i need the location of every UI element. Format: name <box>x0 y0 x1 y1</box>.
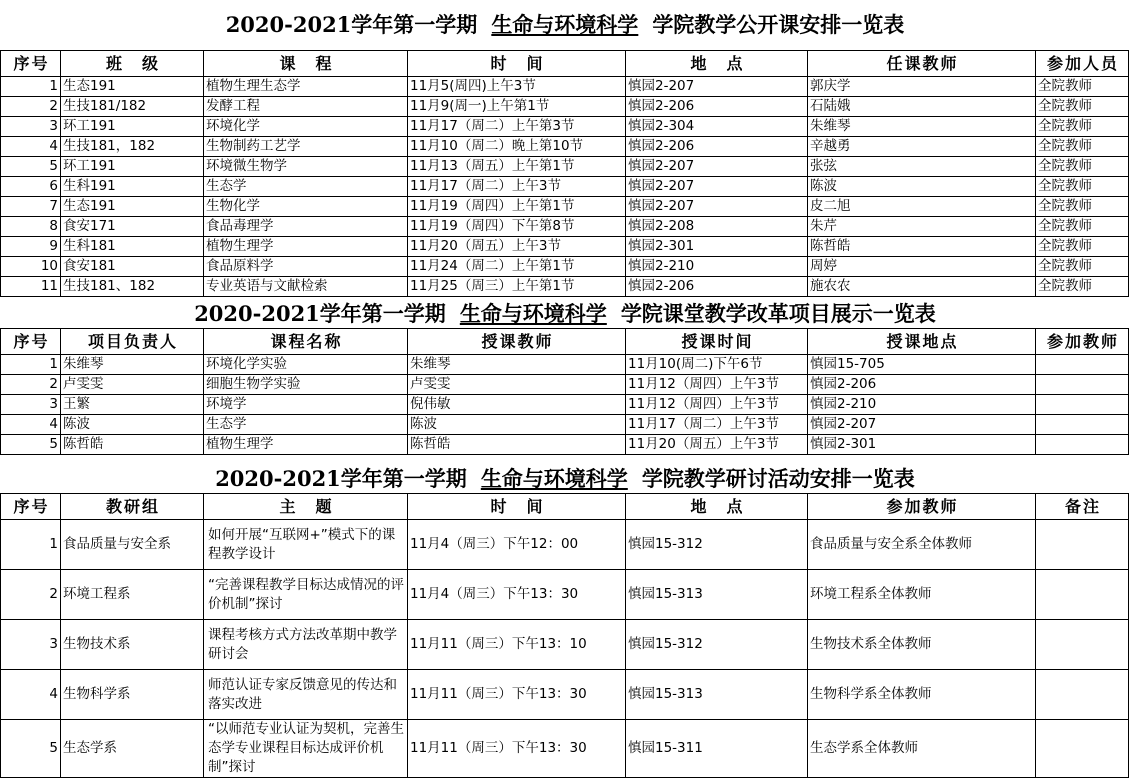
open-class-table <box>0 50 1129 297</box>
teacher-cell: 皮二旭 <box>808 197 1036 217</box>
course-cell: 发酵工程 <box>204 97 408 117</box>
class-cell: 生态191 <box>61 77 204 97</box>
course-name-cell: 环境学 <box>204 395 408 415</box>
reform-project-table <box>0 328 1129 455</box>
teacher-cell: 陈哲皓 <box>808 237 1036 257</box>
topic-cell: 如何开展“互联网+”模式下的课程教学设计 <box>204 520 408 570</box>
table-row <box>1 520 1129 570</box>
attendees-cell: 全院教师 <box>1036 277 1129 297</box>
teaching-seminar-table <box>0 493 1129 778</box>
table-row <box>1 375 1129 395</box>
attending-teachers-cell <box>1036 375 1129 395</box>
leader-cell: 朱维琴 <box>61 355 204 375</box>
time-cell: 11月24（周二）上午第1节 <box>408 257 626 277</box>
column-header: 授课教师 <box>408 329 626 355</box>
column-header: 地 点 <box>626 51 808 77</box>
open-class-body <box>1 77 1129 297</box>
section2-title-post: 学院课堂教学改革项目展示一览表 <box>620 301 936 326</box>
location-cell: 慎园2-206 <box>626 277 808 297</box>
index-cell: 3 <box>1 117 61 137</box>
course-cell: 生态学 <box>204 177 408 197</box>
time-cell: 11月11（周三）下午13：30 <box>408 720 626 778</box>
topic-cell: “完善课程教学目标达成情况的评价机制”探讨 <box>204 570 408 620</box>
teacher-cell: 石陆娥 <box>808 97 1036 117</box>
column-header: 教研组 <box>61 494 204 520</box>
table-row <box>1 415 1129 435</box>
teacher-cell: 陈哲皓 <box>408 435 626 455</box>
topic-cell: 课程考核方式方法改革期中教学研讨会 <box>204 620 408 670</box>
attendees-cell: 全院教师 <box>1036 77 1129 97</box>
index-cell: 1 <box>1 77 61 97</box>
column-header: 班 级 <box>61 51 204 77</box>
group-cell: 生物科学系 <box>61 670 204 720</box>
table-row <box>1 177 1129 197</box>
index-cell: 7 <box>1 197 61 217</box>
index-cell: 3 <box>1 395 61 415</box>
time-cell: 11月11（周三）下午13：10 <box>408 620 626 670</box>
group-cell: 生态学系 <box>61 720 204 778</box>
location-cell: 慎园15-313 <box>626 570 808 620</box>
attendees-cell: 全院教师 <box>1036 237 1129 257</box>
column-header: 时 间 <box>408 51 626 77</box>
location-cell: 慎园2-206 <box>626 137 808 157</box>
index-cell: 5 <box>1 720 61 778</box>
attendees-cell: 全院教师 <box>1036 197 1129 217</box>
location-cell: 慎园2-207 <box>808 415 1036 435</box>
class-cell: 生技181/182 <box>61 97 204 117</box>
teacher-cell: 周婷 <box>808 257 1036 277</box>
remarks-cell <box>1036 670 1129 720</box>
open-class-header <box>1 51 1129 77</box>
time-cell: 11月5(周四)上午3节 <box>408 77 626 97</box>
section1-title <box>0 11 1130 39</box>
teacher-cell: 陈波 <box>808 177 1036 197</box>
table-row <box>1 277 1129 297</box>
section3-title-pre: 2020-2021学年第一学期 <box>215 466 467 491</box>
column-header: 项目负责人 <box>61 329 204 355</box>
location-cell: 慎园15-313 <box>626 670 808 720</box>
table-row <box>1 117 1129 137</box>
attendees-cell: 全院教师 <box>1036 257 1129 277</box>
class-cell: 生科181 <box>61 237 204 257</box>
table-row <box>1 217 1129 237</box>
course-name-cell: 生态学 <box>204 415 408 435</box>
time-cell: 11月12（周四）上午3节 <box>626 375 808 395</box>
attendees-cell: 全院教师 <box>1036 117 1129 137</box>
teacher-cell: 朱维琴 <box>408 355 626 375</box>
class-cell: 生科191 <box>61 177 204 197</box>
column-header: 参加人员 <box>1036 51 1129 77</box>
index-cell: 1 <box>1 520 61 570</box>
class-cell: 食安181 <box>61 257 204 277</box>
column-header: 任课教师 <box>808 51 1036 77</box>
course-cell: 环境化学 <box>204 117 408 137</box>
attending-teachers-cell <box>1036 415 1129 435</box>
location-cell: 慎园15-312 <box>626 520 808 570</box>
time-cell: 11月19（周四）下午第8节 <box>408 217 626 237</box>
time-cell: 11月13（周五）上午第1节 <box>408 157 626 177</box>
remarks-cell <box>1036 620 1129 670</box>
column-header: 备注 <box>1036 494 1129 520</box>
course-cell: 生物化学 <box>204 197 408 217</box>
class-cell: 环工191 <box>61 117 204 137</box>
remarks-cell <box>1036 720 1129 778</box>
table-row <box>1 237 1129 257</box>
time-cell: 11月4（周三）下午12：00 <box>408 520 626 570</box>
time-cell: 11月10（周二）晚上第10节 <box>408 137 626 157</box>
remarks-cell <box>1036 520 1129 570</box>
time-cell: 11月12（周四）上午3节 <box>626 395 808 415</box>
attending-teachers-cell <box>1036 355 1129 375</box>
column-header: 授课地点 <box>808 329 1036 355</box>
table-row <box>1 620 1129 670</box>
attendees-cell: 全院教师 <box>1036 157 1129 177</box>
group-cell: 生物技术系 <box>61 620 204 670</box>
course-cell: 食品原料学 <box>204 257 408 277</box>
reform-project-header <box>1 329 1129 355</box>
table-row <box>1 97 1129 117</box>
course-cell: 专业英语与文献检索 <box>204 277 408 297</box>
course-cell: 环境微生物学 <box>204 157 408 177</box>
table-row <box>1 137 1129 157</box>
teacher-cell: 倪伟敏 <box>408 395 626 415</box>
class-cell: 生技181、182 <box>61 277 204 297</box>
group-cell: 食品质量与安全系 <box>61 520 204 570</box>
column-header: 课程名称 <box>204 329 408 355</box>
location-cell: 慎园2-207 <box>626 157 808 177</box>
index-cell: 6 <box>1 177 61 197</box>
column-header: 地 点 <box>626 494 808 520</box>
location-cell: 慎园15-312 <box>626 620 808 670</box>
leader-cell: 卢雯雯 <box>61 375 204 395</box>
column-header: 参加教师 <box>808 494 1036 520</box>
section1-title-dept: 生命与环境科学 <box>491 12 639 37</box>
location-cell: 慎园2-210 <box>626 257 808 277</box>
teacher-cell: 陈波 <box>408 415 626 435</box>
section1-title-post: 学院教学公开课安排一览表 <box>652 12 905 37</box>
section1-title-pre: 2020-2021学年第一学期 <box>225 12 478 37</box>
time-cell: 11月17（周二）上午3节 <box>408 177 626 197</box>
section3-title-post: 学院教学研讨活动安排一览表 <box>641 466 915 491</box>
time-cell: 11月20（周五）上午3节 <box>408 237 626 257</box>
table-row <box>1 395 1129 415</box>
index-cell: 4 <box>1 137 61 157</box>
class-cell: 生态191 <box>61 197 204 217</box>
reform-project-body <box>1 355 1129 455</box>
column-header: 课 程 <box>204 51 408 77</box>
attending-teachers-cell: 食品质量与安全系全体教师 <box>808 520 1036 570</box>
leader-cell: 陈波 <box>61 415 204 435</box>
time-cell: 11月25（周三）上午第1节 <box>408 277 626 297</box>
leader-cell: 王繁 <box>61 395 204 415</box>
teacher-cell: 辛越勇 <box>808 137 1036 157</box>
course-name-cell: 细胞生物学实验 <box>204 375 408 395</box>
location-cell: 慎园2-208 <box>626 217 808 237</box>
column-header: 序号 <box>1 329 61 355</box>
location-cell: 慎园15-311 <box>626 720 808 778</box>
section2-title <box>0 300 1130 328</box>
section2-title-pre: 2020-2021学年第一学期 <box>194 301 446 326</box>
teacher-cell: 朱维琴 <box>808 117 1036 137</box>
table-row <box>1 77 1129 97</box>
index-cell: 11 <box>1 277 61 297</box>
location-cell: 慎园2-206 <box>808 375 1036 395</box>
location-cell: 慎园2-210 <box>808 395 1036 415</box>
column-header: 时 间 <box>408 494 626 520</box>
index-cell: 8 <box>1 217 61 237</box>
location-cell: 慎园2-301 <box>808 435 1036 455</box>
index-cell: 2 <box>1 97 61 117</box>
table-row <box>1 257 1129 277</box>
location-cell: 慎园2-304 <box>626 117 808 137</box>
teaching-seminar-header <box>1 494 1129 520</box>
index-cell: 3 <box>1 620 61 670</box>
class-cell: 生技181，182 <box>61 137 204 157</box>
column-header: 授课时间 <box>626 329 808 355</box>
attendees-cell: 全院教师 <box>1036 217 1129 237</box>
topic-cell: 师范认证专家反馈意见的传达和落实改进 <box>204 670 408 720</box>
location-cell: 慎园2-207 <box>626 177 808 197</box>
attending-teachers-cell <box>1036 435 1129 455</box>
index-cell: 2 <box>1 375 61 395</box>
time-cell: 11月11（周三）下午13：30 <box>408 670 626 720</box>
group-cell: 环境工程系 <box>61 570 204 620</box>
attending-teachers-cell: 生物科学系全体教师 <box>808 670 1036 720</box>
time-cell: 11月9(周一)上午第1节 <box>408 97 626 117</box>
location-cell: 慎园2-206 <box>626 97 808 117</box>
attending-teachers-cell: 生物技术系全体教师 <box>808 620 1036 670</box>
index-cell: 4 <box>1 415 61 435</box>
topic-cell: “以师范专业认证为契机，完善生态学专业课程目标达成评价机制”探讨 <box>204 720 408 778</box>
table-row <box>1 157 1129 177</box>
teacher-cell: 朱芹 <box>808 217 1036 237</box>
course-name-cell: 环境化学实验 <box>204 355 408 375</box>
teacher-cell: 郭庆学 <box>808 77 1036 97</box>
index-cell: 5 <box>1 435 61 455</box>
attendees-cell: 全院教师 <box>1036 97 1129 117</box>
time-cell: 11月17（周二）上午3节 <box>626 415 808 435</box>
remarks-cell <box>1036 570 1129 620</box>
section3-title-dept: 生命与环境科学 <box>480 466 628 491</box>
index-cell: 2 <box>1 570 61 620</box>
table-row <box>1 355 1129 375</box>
attending-teachers-cell: 生态学系全体教师 <box>808 720 1036 778</box>
course-cell: 植物生理学 <box>204 237 408 257</box>
time-cell: 11月4（周三）下午13：30 <box>408 570 626 620</box>
section3-title <box>0 465 1130 493</box>
teacher-cell: 卢雯雯 <box>408 375 626 395</box>
index-cell: 10 <box>1 257 61 277</box>
column-header: 参加教师 <box>1036 329 1129 355</box>
table-row <box>1 197 1129 217</box>
course-cell: 生物制药工艺学 <box>204 137 408 157</box>
attending-teachers-cell: 环境工程系全体教师 <box>808 570 1036 620</box>
table-row <box>1 670 1129 720</box>
column-header: 序号 <box>1 51 61 77</box>
table-row <box>1 570 1129 620</box>
class-cell: 食安171 <box>61 217 204 237</box>
location-cell: 慎园2-301 <box>626 237 808 257</box>
time-cell: 11月20（周五）上午3节 <box>626 435 808 455</box>
column-header: 主 题 <box>204 494 408 520</box>
teacher-cell: 张弦 <box>808 157 1036 177</box>
attendees-cell: 全院教师 <box>1036 177 1129 197</box>
teacher-cell: 施农农 <box>808 277 1036 297</box>
class-cell: 环工191 <box>61 157 204 177</box>
column-header: 序号 <box>1 494 61 520</box>
attending-teachers-cell <box>1036 395 1129 415</box>
time-cell: 11月10(周二)下午6节 <box>626 355 808 375</box>
location-cell: 慎园2-207 <box>626 77 808 97</box>
attendees-cell: 全院教师 <box>1036 137 1129 157</box>
location-cell: 慎园2-207 <box>626 197 808 217</box>
index-cell: 9 <box>1 237 61 257</box>
time-cell: 11月17（周二）上午第3节 <box>408 117 626 137</box>
table-row <box>1 720 1129 778</box>
index-cell: 4 <box>1 670 61 720</box>
section2-title-dept: 生命与环境科学 <box>459 301 607 326</box>
table-row <box>1 435 1129 455</box>
index-cell: 5 <box>1 157 61 177</box>
time-cell: 11月19（周四）上午第1节 <box>408 197 626 217</box>
course-name-cell: 植物生理学 <box>204 435 408 455</box>
teaching-seminar-body <box>1 520 1129 778</box>
leader-cell: 陈哲皓 <box>61 435 204 455</box>
index-cell: 1 <box>1 355 61 375</box>
course-cell: 食品毒理学 <box>204 217 408 237</box>
course-cell: 植物生理生态学 <box>204 77 408 97</box>
location-cell: 慎园15-705 <box>808 355 1036 375</box>
